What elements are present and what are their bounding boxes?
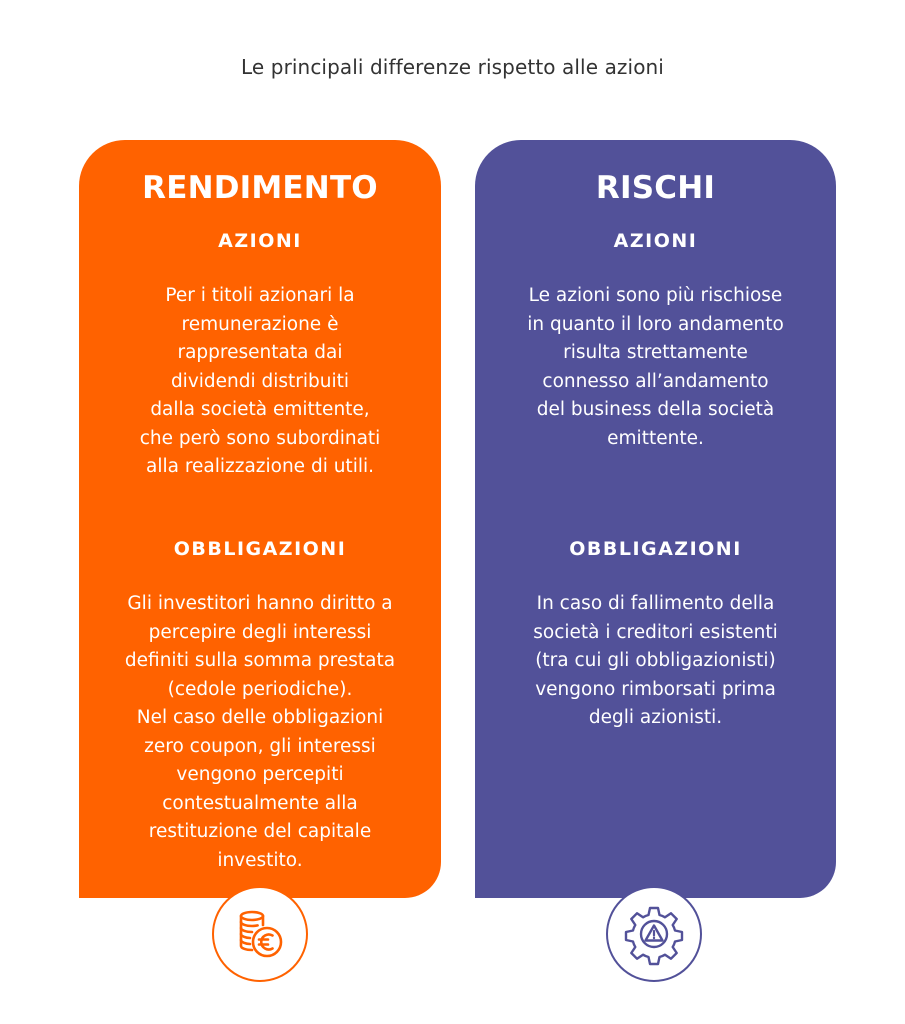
text-line: vengono percepiti — [176, 764, 344, 785]
text-line: restituzione del capitale — [148, 821, 372, 842]
page-title: Le principali differenze rispetto alle azioni — [241, 55, 664, 79]
text-line: Per i titoli azionari la — [165, 285, 355, 306]
text-line: alla realizzazione di utili. — [146, 456, 374, 477]
rendimento-obbligazioni-text — [79, 590, 441, 875]
rischi-obbligazioni-text — [475, 590, 836, 733]
text-line: dividendi distribuiti — [170, 370, 350, 392]
coins-euro-icon — [212, 886, 308, 982]
text-line: dalla società emittente, — [150, 399, 370, 420]
text-line: rappresentata dai — [177, 342, 343, 363]
text-line: (tra cui gli obbligazionisti) — [535, 650, 776, 671]
text-line: contestualmente alla — [162, 792, 358, 814]
text-line: vengono rimborsati prima — [535, 678, 776, 700]
text-line: (cedole periodiche). — [167, 678, 353, 700]
rischi-card — [475, 140, 836, 898]
rendimento-azioni-heading: AZIONI — [218, 230, 302, 252]
rendimento-obbligazioni-heading: OBBLIGAZIONI — [173, 538, 347, 560]
text-line: emittente. — [607, 427, 704, 449]
text-line: che però sono subordinati — [139, 427, 381, 449]
text-line: investito. — [217, 849, 303, 871]
text-line: in quanto il loro andamento — [527, 313, 784, 335]
text-line: In caso di fallimento della — [536, 593, 775, 614]
rendimento-card — [79, 140, 441, 898]
rischi-title: RISCHI — [595, 170, 716, 206]
text-line: connesso all’andamento — [542, 370, 769, 392]
rischi-obbligazioni-heading: OBBLIGAZIONI — [569, 538, 742, 560]
text-line: del business della società — [536, 399, 775, 420]
text-line: zero coupon, gli interessi — [144, 735, 376, 757]
rischi-azioni-text — [475, 282, 836, 453]
text-line: degli azionisti. — [588, 707, 723, 728]
text-line: percepire degli interessi — [148, 621, 372, 643]
rischi-azioni-heading: AZIONI — [613, 230, 698, 252]
text-line: Le azioni sono più rischiose — [528, 285, 783, 306]
text-line: società i creditori esistenti — [533, 621, 778, 643]
text-line: Gli investitori hanno diritto a — [127, 593, 393, 614]
text-line: Nel caso delle obbligazioni — [136, 707, 384, 728]
gear-warning-icon — [606, 886, 702, 982]
text-line: remunerazione è — [181, 313, 339, 335]
text-line: definiti sulla somma prestata — [124, 650, 396, 671]
rendimento-title: RENDIMENTO — [142, 170, 378, 206]
rendimento-azioni-text — [79, 282, 441, 482]
text-line: risulta strettamente — [563, 342, 748, 363]
